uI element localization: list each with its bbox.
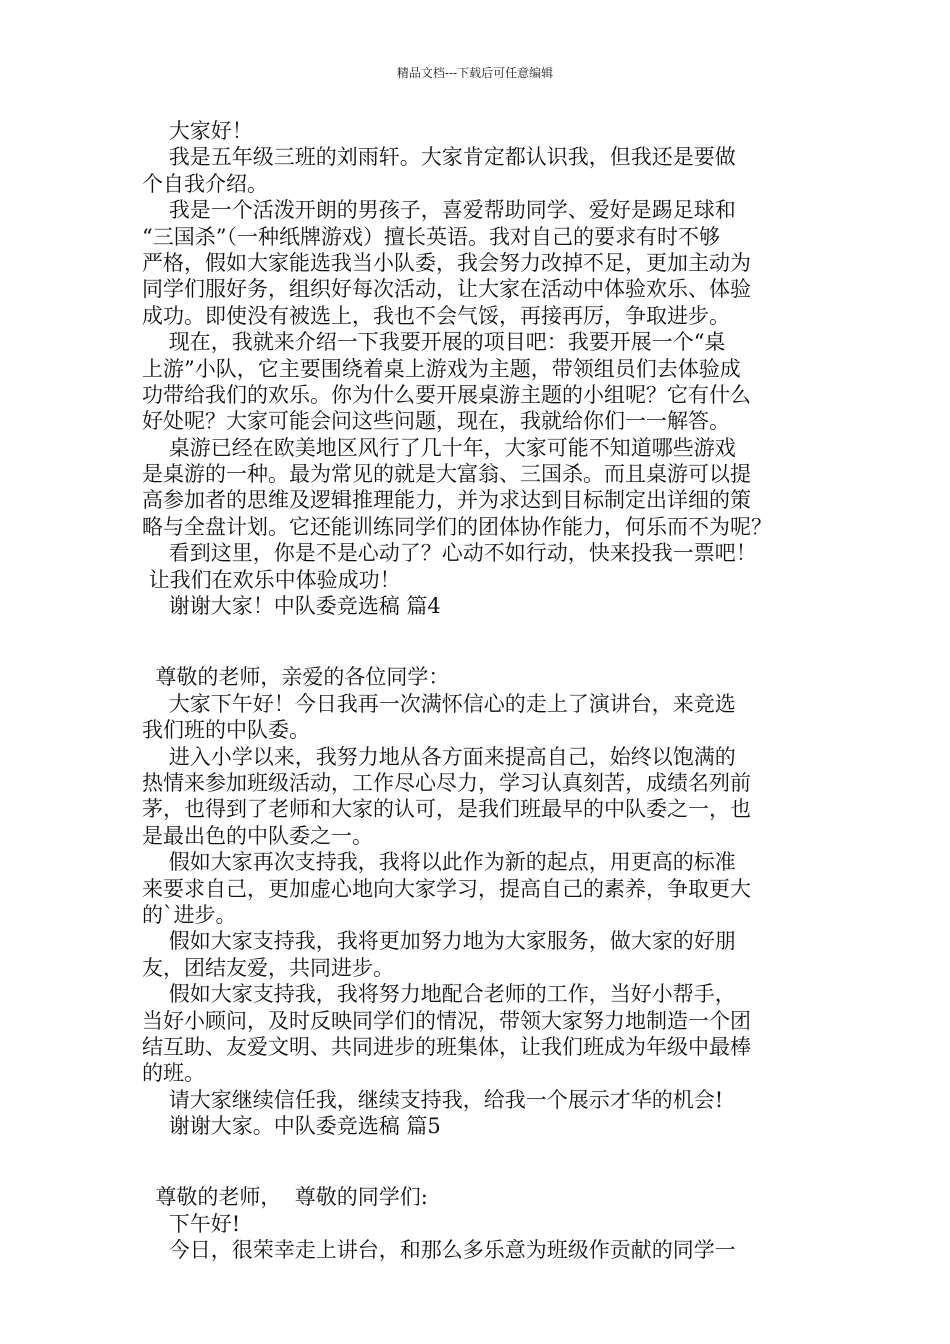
text-line: 上游”小队，它主要围绕着桌上游戏为主题，带领组员们去体验成 — [142, 356, 741, 381]
text-line: 功带给我们的欢乐。你为什么要开展桌游主题的小组呢？它有什么 — [142, 382, 751, 407]
section-spacer — [142, 619, 832, 664]
text-line: 大家好！ — [142, 119, 253, 143]
text-line: 让我们在欢乐中体验成功！ — [142, 567, 401, 592]
text-line: 假如大家支持我，我将更加努力地为大家服务，做大家的好朋 — [142, 929, 736, 954]
text-line: 大家下午好！今日我再一次满怀信心的走上了演讲台，来竞选 — [142, 691, 736, 716]
text-line: 请大家继续信任我，继续支持我，给我一个展示才华的机会! — [142, 1087, 724, 1112]
text-line: 我们班的中队委。 — [142, 718, 310, 743]
text-line: 好处呢？大家可能会问这些问题，现在，我就给你们一一解答。 — [142, 409, 730, 434]
text-line: 当好小顾问，及时反映同学们的情况，带领大家努力地制造一个团 — [142, 1008, 751, 1033]
text-line: 现在，我就来介绍一下我要开展的项目吧：我要开展一个“桌 — [142, 330, 726, 355]
section-spacer — [142, 1139, 832, 1184]
text-line: 友，团结友爱，共同进步。 — [142, 955, 394, 980]
text-line: 我是一个活泼开朗的男孩子，喜爱帮助同学、爱好是踢足球和 — [142, 198, 736, 223]
text-line: 的`进步。 — [142, 902, 237, 927]
text-line: 同学们服好务，组织好每次活动，让大家在活动中体验欢乐、体验 — [142, 277, 751, 302]
text-line: 桌游已经在欧美地区风行了几十年，大家可能不知道哪些游戏 — [142, 435, 736, 460]
page-header: 精品文档---下载后可任意编辑 — [396, 66, 554, 80]
text-line: 成功。即使没有被选上，我也不会气馁，再接再厉，争取进步。 — [142, 303, 730, 328]
text-line: 尊敬的老师， 尊敬的同学们: — [142, 1185, 428, 1210]
text-line: 来要求自己，更加虚心地向大家学习，提高自己的素养，争取更大 — [142, 876, 751, 901]
text-line: “三国杀”（一种纸牌游戏）擅长英语。我对自己的要求有时不够 — [142, 224, 720, 249]
text-line: 假如大家再次支持我，我将以此作为新的起点，用更高的标准 — [142, 850, 736, 875]
text-line: 的班。 — [142, 1061, 205, 1086]
text-line: 谢谢大家！中队委竞选稿 篇4 — [142, 594, 441, 619]
text-line: 看到这里，你是不是心动了？心动不如行动，快来投我一票吧！ — [142, 541, 757, 566]
text-line: 略与全盘计划。它还能训练同学们的团体协作能力，何乐而不为呢？ — [142, 514, 772, 539]
document-body — [142, 118, 832, 1264]
text-line: 我是五年级三班的刘雨轩。大家肯定都认识我，但我还是要做 — [142, 145, 736, 170]
text-line: 严格，假如大家能选我当小队委，我会努力改掉不足，更加主动为 — [142, 250, 751, 275]
text-line: 下午好! — [142, 1211, 241, 1236]
text-line: 今日，很荣幸走上讲台，和那么多乐意为班级作贡献的同学一 — [142, 1238, 736, 1263]
text-line: 茅，也得到了老师和大家的认可，是我们班最早的中队委之一，也 — [142, 797, 751, 822]
text-line: 热情来参加班级活动，工作尽心尽力，学习认真刻苦，成绩名列前 — [142, 770, 751, 795]
text-line: 尊敬的老师，亲爱的各位同学： — [142, 665, 450, 690]
text-line: 是桌游的一种。最为常见的就是大富翁、三国杀。而且桌游可以提 — [142, 462, 751, 487]
text-line: 个自我介绍。 — [142, 171, 268, 196]
text-line: 谢谢大家。中队委竞选稿 篇5 — [142, 1114, 441, 1139]
text-line: 进入小学以来，我努力地从各方面来提高自己，始终以饱满的 — [142, 744, 736, 769]
text-line: 假如大家支持我，我将努力地配合老师的工作，当好小帮手， — [142, 982, 736, 1007]
text-line: 高参加者的思维及逻辑推理能力，并为求达到目标制定出详细的策 — [142, 488, 751, 513]
text-line: 结互助、友爱文明、共同进步的班集体，让我们班成为年级中最棒 — [142, 1034, 751, 1059]
text-line: 是最出色的中队委之一。 — [142, 823, 373, 848]
